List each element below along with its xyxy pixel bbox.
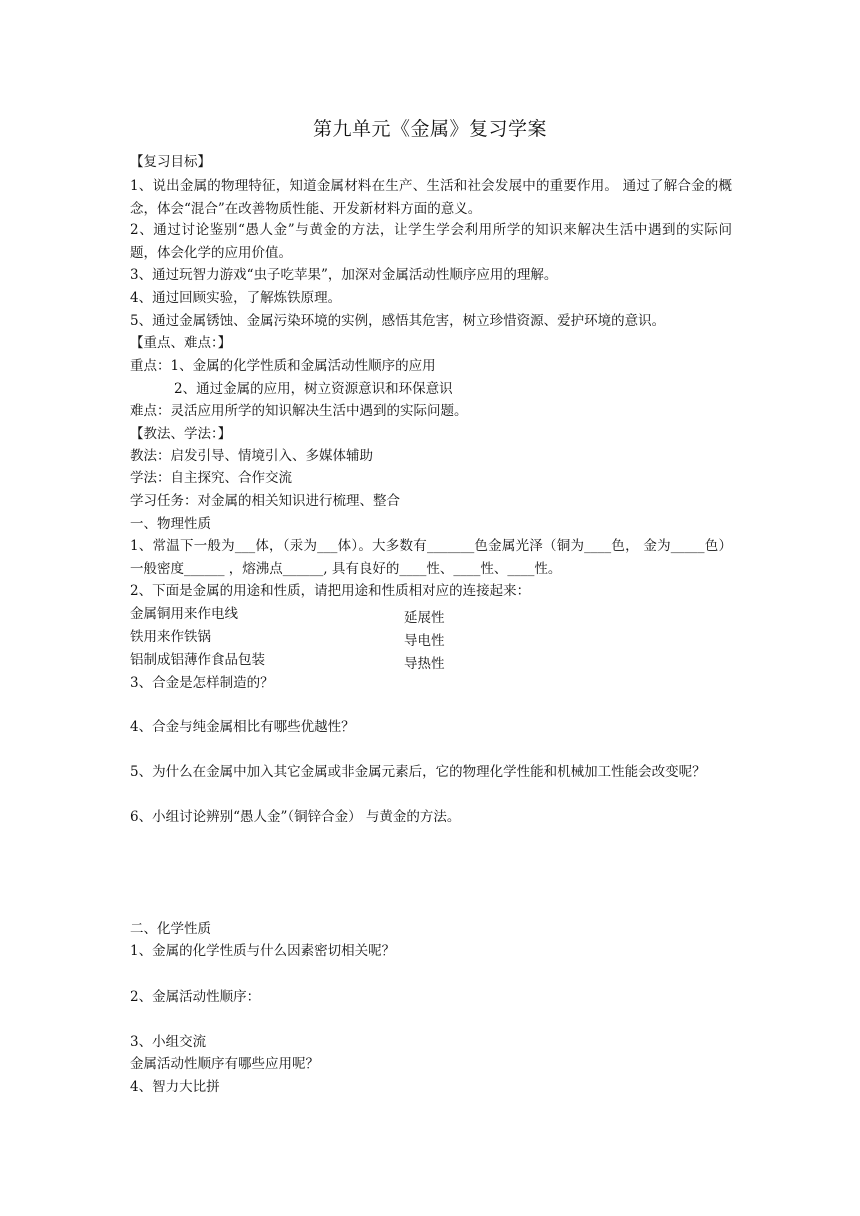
chemical-question-2: 2、金属活动性顺序： [130,989,261,1005]
use-item-1: 金属铜用来作电线 [130,606,238,622]
physical-question-2: 2、下面是金属的用途和性质，请把用途和性质相对应的连接起来： [130,583,531,599]
chemical-question-3: 3、小组交流 [130,1034,207,1050]
goals-heading: 【复习目标】 [130,154,211,170]
property-item-3: 导热性 [404,656,445,672]
learning-method: 学法：自主探究、合作交流 [130,470,292,486]
goal-item-2: 2、通过讨论鉴别“愚人金”与黄金的方法，让学生学会利用所学的知识来解决生活中遇到的实际问题，体会化学的应用价值。 [130,222,732,261]
chemical-question-3-sub: 金属活动性顺序有哪些应用呢？ [130,1056,319,1072]
physical-heading: 一、物理性质 [130,516,211,532]
difficulty-point: 难点：灵活应用所学的知识解决生活中遇到的实际问题。 [130,403,468,419]
physical-question-5: 5、为什么在金属中加入其它金属或非金属元素后，它的物理化学性能和机械加工性能会改变呢？ [130,764,706,780]
chemical-question-4: 4、智力大比拼 [130,1079,220,1095]
document-title: 第九单元《金属》复习学案 [312,118,547,140]
property-item-1: 延展性 [404,610,445,626]
learning-task: 学习任务：对金属的相关知识进行梳理、整合 [130,493,400,509]
goal-item-5: 5、通过金属锈蚀、金属污染环境的实例，感悟其危害，树立珍惜资源、爱护环境的意识。 [130,313,666,329]
physical-question-6: 6、小组讨论辨别“愚人金”（铜锌合金） 与黄金的方法。 [130,809,461,825]
physical-question-1: 1、常温下一般为___体，（汞为___体）。大多数有_______色金属光泽（铜为____色， 金为_____色）一般密度______ ，熔沸点______, 具有良好的____性、____性、____性。 [130,538,732,577]
goal-item-3: 3、通过玩智力游戏“虫子吃苹果”，加深对金属活动性顺序应用的理解。 [130,267,558,283]
use-item-3: 铝制成铝薄作食品包装 [130,652,265,668]
use-item-2: 铁用来作铁锅 [130,629,211,645]
chemical-question-1: 1、金属的化学性质与什么因素密切相关呢？ [130,943,396,959]
property-item-2: 导电性 [404,633,445,649]
physical-question-3: 3、合金是怎样制造的？ [130,675,274,691]
physical-question-4: 4、合金与纯金属相比有哪些优越性？ [130,719,355,735]
goal-item-4: 4、通过回顾实验，了解炼铁原理。 [130,290,342,306]
chemical-heading: 二、化学性质 [130,921,211,937]
key-points-heading: 【重点、难点：】 [130,335,232,351]
focus-point-1: 重点：1、金属的化学性质和金属活动性顺序的应用 [130,358,436,374]
focus-point-2: 2、通过金属的应用，树立资源意识和环保意识 [174,381,453,397]
goal-item-1: 1、说出金属的物理特征，知道金属材料在生产、生活和社会发展中的重要作用。 通过了解合金的概念，体会“混合”在改善物质性能、开发新材料方面的意义。 [130,178,732,217]
methods-heading: 【教法、学法：】 [130,426,232,442]
teaching-method: 教法：启发引导、情境引入、多媒体辅助 [130,448,373,464]
